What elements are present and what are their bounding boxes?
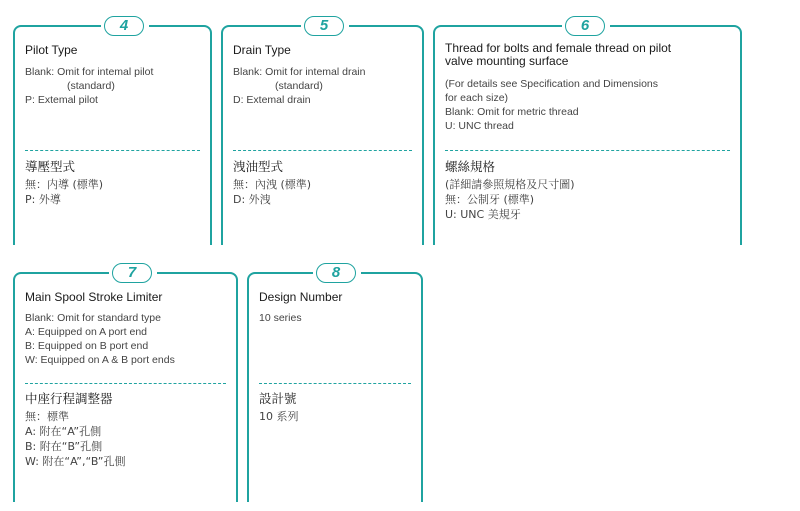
description-line-chinese: 無：内導 (標準)	[25, 178, 104, 191]
description-line-chinese: A: 附在“A”孔側	[25, 425, 102, 438]
option-card-thread	[433, 17, 742, 245]
card-description-chinese	[259, 409, 299, 424]
card-description	[259, 311, 415, 325]
dashed-divider	[259, 383, 411, 384]
card-title-line: Thread for bolts and female thread on pilot	[445, 41, 672, 55]
option-card-pilot-type	[13, 17, 212, 245]
card-description	[233, 65, 416, 107]
card-title-chinese: 設計號	[259, 391, 297, 406]
card-description-chinese	[25, 177, 103, 207]
card-title-line: valve mounting surface	[445, 54, 569, 68]
description-line: U: UNC thread	[445, 120, 514, 132]
description-line-chinese: W: 附在“A”,“B”孔側	[25, 455, 126, 468]
dashed-divider	[25, 150, 200, 151]
description-line-chinese: P: 外導	[25, 193, 61, 206]
description-line: W: Equipped on A & B port ends	[25, 354, 175, 366]
description-line-chinese: U: UNC 美規牙	[445, 208, 521, 221]
card-title-chinese: 導壓型式	[25, 159, 76, 174]
section-number-badge: 4	[104, 16, 144, 36]
card-title	[445, 42, 734, 68]
option-card-stroke-limiter	[13, 264, 238, 502]
card-title-chinese: 洩油型式	[233, 159, 284, 174]
card-title: Design Number	[259, 290, 343, 304]
section-number-badge: 5	[304, 16, 344, 36]
description-line-chinese: 10 系列	[259, 410, 299, 423]
description-line: 10 series	[259, 312, 302, 324]
card-description	[445, 77, 734, 133]
card-title: Main Spool Stroke Limiter	[25, 290, 163, 304]
card-title: Drain Type	[233, 43, 291, 57]
dashed-divider	[233, 150, 412, 151]
description-line-chinese: (詳細請參照規格及尺寸圖)	[445, 178, 575, 191]
description-line: A: Equipped on A port end	[25, 326, 148, 338]
description-line: for each size)	[445, 92, 509, 104]
description-line: Blank: Omit for metric thread	[445, 106, 579, 118]
card-description	[25, 65, 204, 107]
description-line: Blank: Omit for intemal drain	[233, 66, 366, 78]
card-description-chinese	[233, 177, 311, 207]
description-line: (For details see Specification and Dimensions	[445, 78, 659, 90]
section-number-badge: 7	[112, 263, 152, 283]
card-title-chinese: 中座行程調整器	[25, 391, 113, 406]
section-number-badge: 8	[316, 263, 356, 283]
description-line-chinese: 無：內洩 (標準)	[233, 178, 312, 191]
description-line: D: Extemal drain	[233, 94, 311, 106]
description-line: Blank: Omit for intemal pilot	[25, 66, 154, 78]
description-line-chinese: B: 附在“B”孔側	[25, 440, 103, 453]
description-line-chinese: D: 外洩	[233, 193, 271, 206]
card-description	[25, 311, 230, 367]
card-description-chinese	[25, 409, 126, 469]
card-title-chinese: 螺絲規格	[445, 159, 496, 174]
card-title: Pilot Type	[25, 43, 78, 57]
card-description-chinese	[445, 177, 575, 222]
description-line-chinese: 無：標準	[25, 410, 69, 423]
description-line: (standard)	[275, 80, 323, 92]
description-line: P: Extemal pilot	[25, 94, 98, 106]
description-line: (standard)	[67, 80, 115, 92]
option-card-drain-type	[221, 17, 424, 245]
section-number-badge: 6	[565, 16, 605, 36]
option-card-design-number	[247, 264, 423, 502]
dashed-divider	[445, 150, 730, 151]
dashed-divider	[25, 383, 226, 384]
description-line: Blank: Omit for standard type	[25, 312, 161, 324]
description-line-chinese: 無：公制牙 (標準)	[445, 193, 535, 206]
description-line: B: Equipped on B port end	[25, 340, 149, 352]
